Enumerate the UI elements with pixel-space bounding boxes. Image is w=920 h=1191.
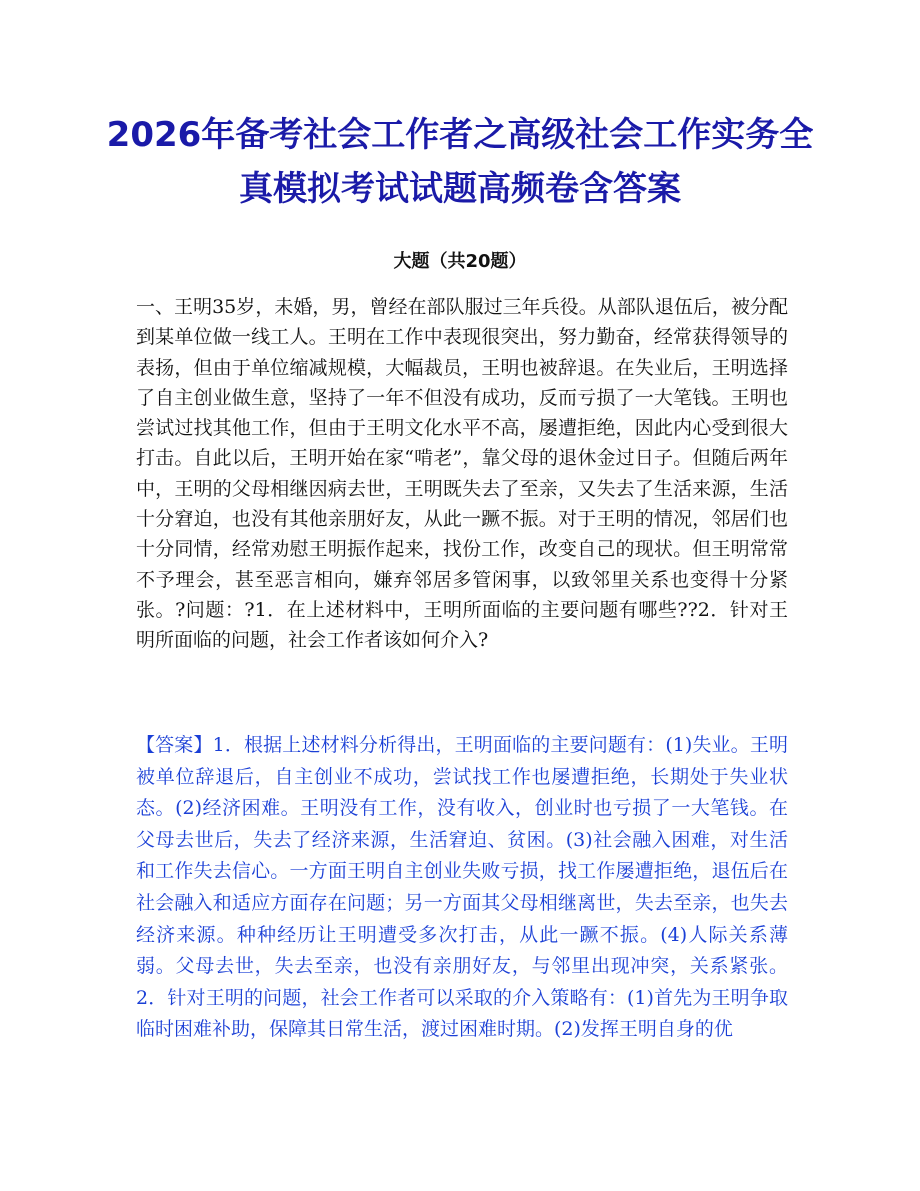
section-heading: 大题（共20题） <box>393 251 527 272</box>
answer-paragraph: 【答案】1．根据上述材料分析得出，王明面临的主要问题有：(1)失业。王明被单位辞退后，自主创业不成功，尝试找工作也屡遭拒绝，长期处于失业状态。(2)经济困难。王明没有工作，没有收入，创业时也亏损了一大笔钱。在父母去世后，失去了经济来源，生活窘迫、贫困。(3)社会融入困难，对生活和工作失去信心。一方面王明自主创业失败亏损，找工作屡遭拒绝，退伍后在社会融入和适应方面存在问题；另一方面其父母相继离世，失去至亲，也失去经济来源。种种经历让王明遭受多次打击，从此一蹶不振。(4)人际关系薄弱。父母去世，失去至亲，也没有亲朋好友，与邻里出现冲突，关系紧张。2．针对王明的问题，社会工作者可以采取的介入策略有：(1)首先为王明争取临时困难补助，保障其日常生活，渡过困难时期。(2)发挥王明自身的优 <box>136 734 788 1041</box>
question-paragraph: 一、王明35岁，未婚，男，曾经在部队服过三年兵役。从部队退伍后，被分配到某单位做一线工人。王明在工作中表现很突出，努力勤奋，经常获得领导的表扬，但由于单位缩减规模，大幅裁员，王明也被辞退。在失业后，王明选择了自主创业做生意，坚持了一年不但没有成功，反而亏损了一大笔钱。王明也尝试过找其他工作，但由于王明文化水平不高，屡遭拒绝，因此内心受到很大打击。自此以后，王明开始在家“啃老”，靠父母的退休金过日子。但随后两年中，王明的父母相继因病去世，王明既失去了至亲，又失去了生活来源，生活十分窘迫，也没有其他亲朋好友，从此一蹶不振。对于王明的情况，邻居们也十分同情，经常劝慰王明振作起来，找份工作，改变自己的现状。但王明常常不予理会，甚至恶言相向，嫌弃邻居多管闲事，以致邻里关系也变得十分紧张。?问题：?1．在上述材料中，王明所面临的主要问题有哪些??2．针对王明所面临的问题，社会工作者该如何介入? <box>136 296 788 652</box>
document-title: 2026年备考社会工作者之高级社会工作实务全真模拟考试试题高频卷含答案 <box>106 115 814 209</box>
